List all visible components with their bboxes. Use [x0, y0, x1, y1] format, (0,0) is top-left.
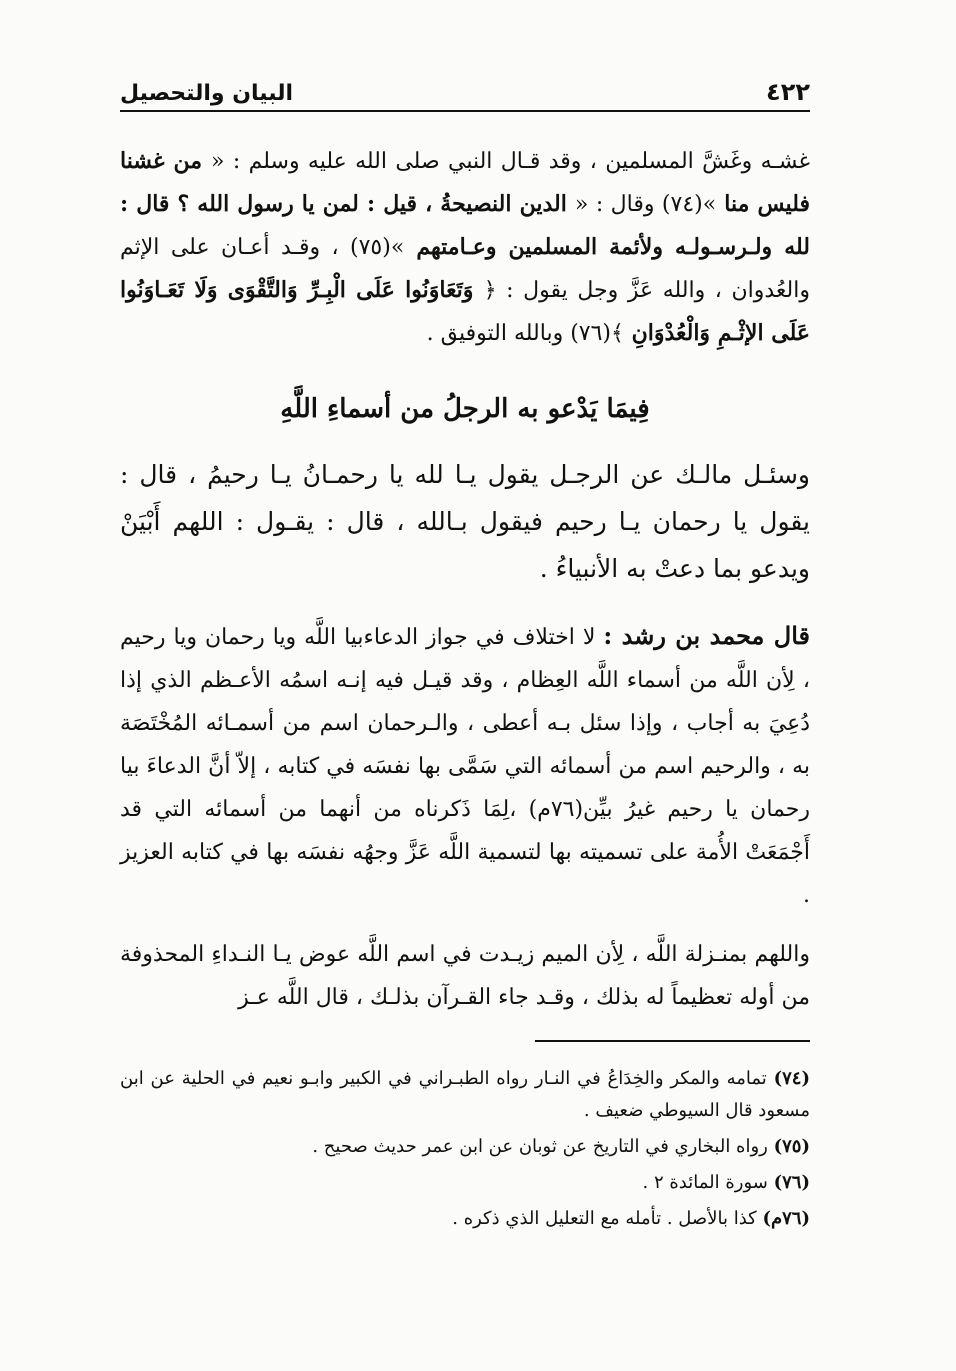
footnote-number: (٧٤) — [773, 1068, 810, 1089]
paragraph-allahumma: واللهم بمنـزلة اللَّه ، لِأن الميم زيـدت في اسم اللَّه عوض يـا النـداءِ المحذوفة من أوله تعظيماً له بذلك ، وقـد جاء القـرآن بذلـك ، قال اللَّه عـز — [120, 942, 810, 1010]
footnote — [120, 1203, 810, 1235]
hadith-quote-2: الدين النصيحةُ ، قيل : لمن يا رسول الله ؟ قال : لله ولـرسـولـه ولأئمة المسلمين وعـامتهم — [120, 191, 811, 260]
footnotes — [120, 1063, 810, 1239]
hadith-quote-1: من غشنا فليس منا — [120, 148, 810, 217]
footnote-text: سورة المائدة ٢ . — [642, 1172, 774, 1193]
footnote-text: تمامه والمكر والخِدَاعُ في النـار رواه الطبـراني في الكبير وابـو نعيم في الحلية عن ابن مسعود قال السيوطي ضعيف . — [120, 1068, 810, 1121]
section-heading: فِيمَا يَدْعو به الرجلُ من أسماءِ اللَّهِ — [280, 394, 650, 424]
p1-text-e: »(٧٥) ، وقـد أعـان على الإثم والعُدوان ، والله عَزَّ وجل يقول : ﴿ — [120, 235, 810, 303]
commentary-text: لا اختلاف في جواز الدعاءبيا اللَّه ويا رحمان ويا رحيم ، لِأن اللَّه من أسماء اللَّه العِظام ، وقد قيـل فيه إنـه اسمُه الأعـظم الذي إذا دُعِيَ به أجاب ، وإذا سئل بـه أعطى ، والـرحمان اسم من أسمـائه المُخْتَصَة به ، والرحيم اسم من أسمائه التي سَمَّى بها نفسَه في كتابه ، إلاّ أنَّ الدعاءَ بيا رحمان يا رحيم غيرُ بيِّن(٧٦م) ،لِمَا ذَكرناه من أنهما من أسمائه التي قد أَجْمَعَتْ الأُمة على تسميته بها لتسمية اللَّه عَزَّ وجهُه نفسَه بها في كتابه العزيز . — [120, 625, 810, 908]
paragraph-commentary — [120, 614, 810, 917]
page-number: ٤٢٢ — [766, 78, 810, 106]
p1-text-a: غشـه وغَشَّ المسلمين ، وقد قـال النبي صلى الله عليه وسلم : « — [211, 149, 810, 174]
footnote-number: (٧٥) — [773, 1136, 810, 1157]
page-header — [120, 72, 810, 112]
p1-text-g: ﴾(٧٦) وبالله التوفيق . — [426, 321, 624, 346]
footnote-number: (٧٦) — [773, 1172, 810, 1193]
running-title: البيان والتحصيل — [120, 81, 294, 106]
page-body — [120, 140, 810, 1019]
footnote — [120, 1167, 810, 1199]
footnote — [120, 1063, 810, 1127]
paragraph-question: وسئـل مالـك عن الرجـل يقول يـا لله يا رحمـانُ يـا رحيمُ ، قال : يقول يا رحمان يـا رحيم فيقول بـالله ، قال : يقـول : اللهم أَبْيَنْ ويدعو بما دعتْ به الأنبياءُ . — [120, 460, 810, 583]
footnote-number: (٧٦م) — [762, 1208, 810, 1229]
paragraph-hadith — [120, 140, 810, 355]
footnote-rule — [535, 1040, 810, 1042]
quran-verse: وَتَعَاوَنُوا عَلَى الْبِـرِّ وَالتَّقْوَى وَلَا تَعَـاوَنُوا عَلَى الإثْـمِ وَالْعُدْوَانِ — [120, 277, 810, 346]
p1-text-c: »(٧٤) وقال : « — [574, 192, 717, 217]
footnote — [120, 1131, 810, 1163]
footnote-text: رواه البخاري في التاريخ عن ثوبان عن ابن عمر حديث صحيح . — [312, 1136, 774, 1157]
footnote-text: كذا بالأصل . تأمله مع التعليل الذي ذكره . — [452, 1208, 763, 1229]
commentary-lead: قال محمد بن رشد : — [603, 621, 810, 650]
